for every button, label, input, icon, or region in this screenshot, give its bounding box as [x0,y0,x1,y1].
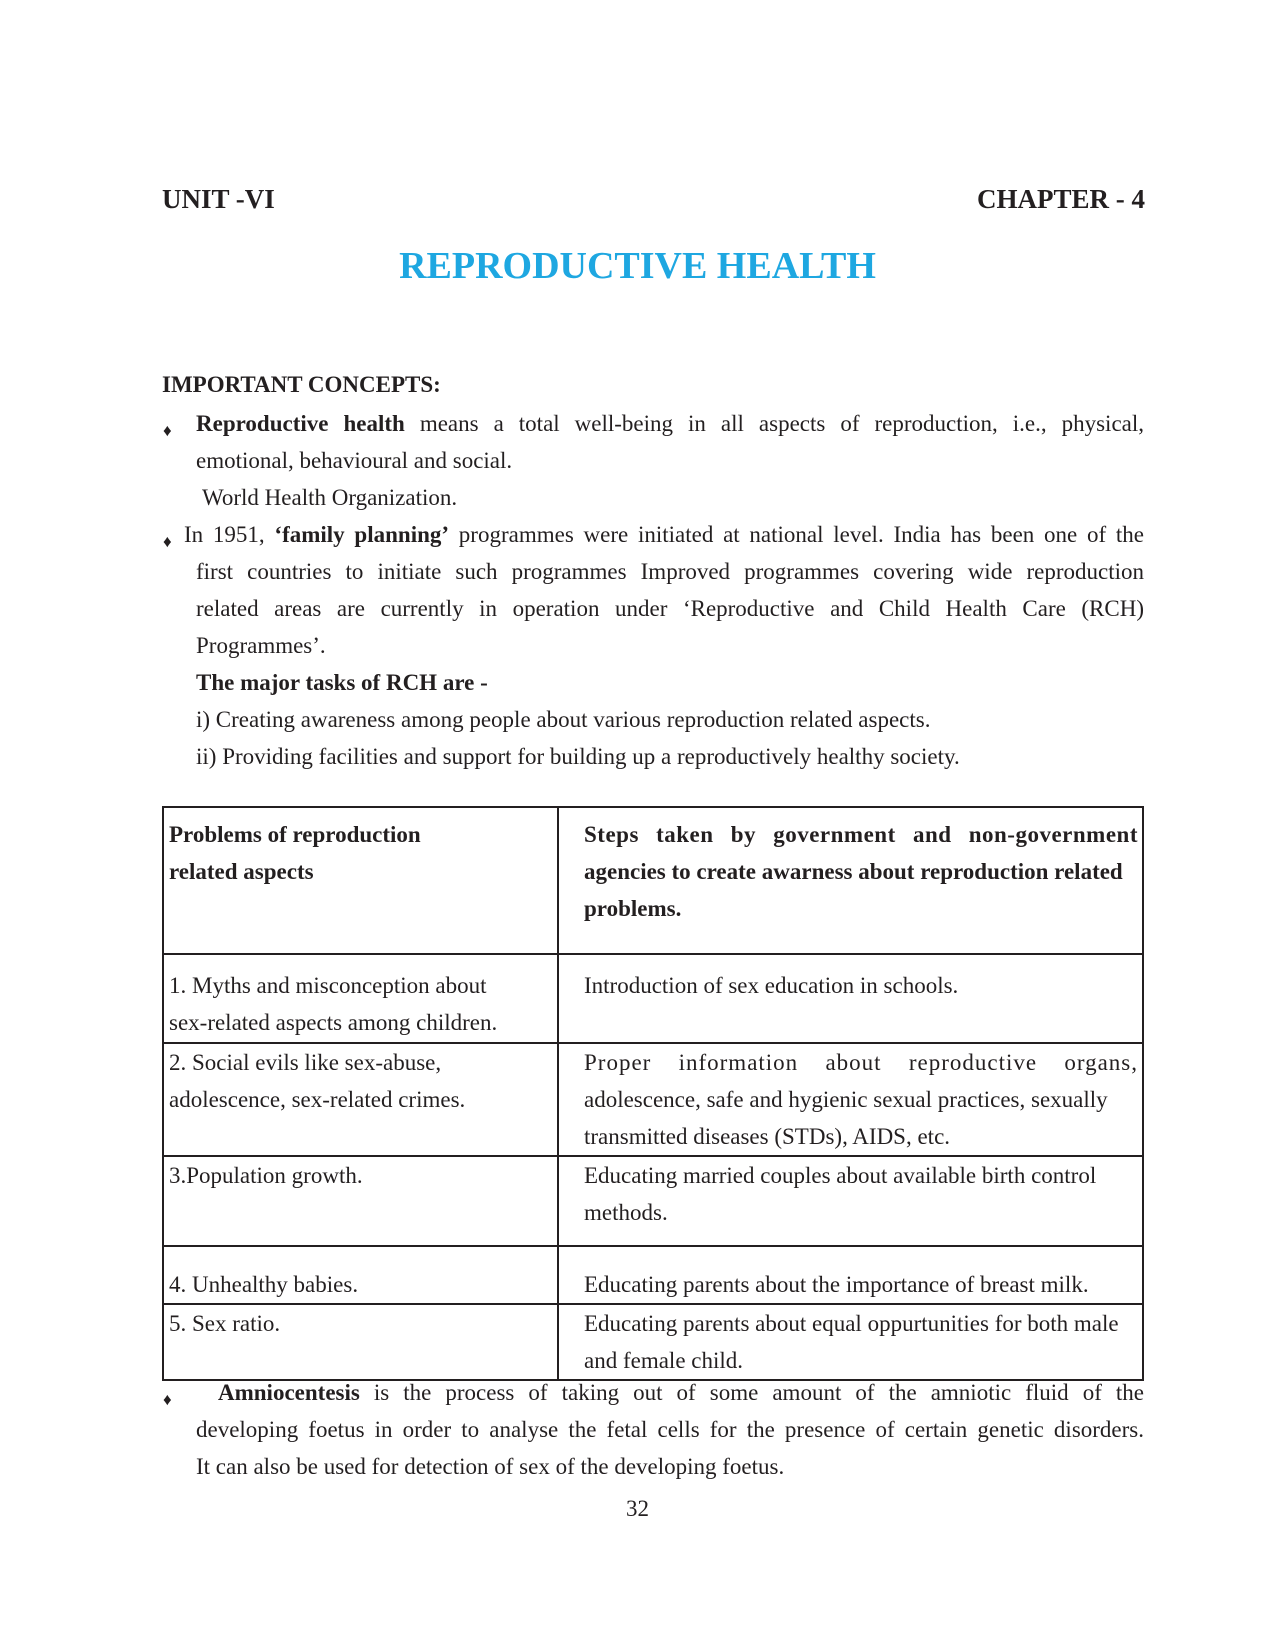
table-cell-step [558,1246,1143,1304]
table-cell-step [558,1304,1143,1380]
unit-label: UNIT -VI [162,184,275,214]
para1-line1 [196,405,1144,442]
table-cell-problem [163,1304,558,1380]
para1-line2: emotional, behavioural and social. [196,448,513,473]
table-cell-line: 1. Myths and misconception about [169,973,487,998]
table-header-cell-line: Problems of reproduction [169,822,421,847]
table-cell-line: Educating parents about the importance of breast milk. [584,1272,1089,1297]
bullet-diamond-icon: ♦ [163,421,172,440]
concepts-heading: IMPORTANT CONCEPTS: [162,372,441,397]
table-header-cell-line: problems. [584,896,682,921]
para2-line1 [184,516,1144,553]
table-cell-line: 3.Population growth. [169,1163,363,1188]
table-header-cell-line: Steps taken by government and non-government [584,822,1138,847]
bullet-diamond-icon: ♦ [163,532,172,551]
table-cell-line: Educating parents about equal oppurtunities for both male [584,1311,1119,1336]
bullet-diamond-icon: ♦ [163,1390,172,1409]
table-cell-line: adolescence, sex-related crimes. [169,1087,466,1112]
family-planning-term: ‘family planning’ [274,522,450,547]
para1-line1-text: means a total well-being in all aspects of reproduction, i.e., physical, [419,411,1145,436]
table-cell-line: Proper information about reproductive organs, [584,1050,1138,1075]
table-cell-line: transmitted diseases (STDs), AIDS, etc. [584,1124,951,1149]
table-cell-line: sex-related aspects among children. [169,1010,498,1035]
para2-prefix: In 1951, [184,522,265,547]
rch-task-1: i) Creating awareness among people about various reproduction related aspects. [196,707,931,732]
table-cell-line: and female child. [584,1348,744,1373]
amniocentesis-term: Amniocentesis [218,1380,360,1405]
para1-line3: World Health Organization. [202,485,458,510]
table-row [163,1043,1143,1156]
table-cell-line: Introduction of sex education in schools. [584,973,959,998]
table-cell-step [558,954,1143,1043]
table-row [163,1304,1143,1380]
para2-line2: first countries to initiate such programmes Improved programmes covering wide reproduction [196,559,1144,584]
table-header-row [163,807,1143,954]
table-cell-problem [163,1156,558,1246]
table-cell-line: 5. Sex ratio. [169,1311,281,1336]
table-cell-line: adolescence, safe and hygienic sexual practices, sexually [584,1087,1108,1112]
table-cell-line: Educating married couples about available birth control [584,1163,1097,1188]
page-number: 32 [626,1496,649,1521]
table-header-cell-line: agencies to create awarness about reproduction related [584,859,1123,884]
table-row [163,1156,1143,1246]
table-cell-problem [163,954,558,1043]
para2-line3: related areas are currently in operation under ‘Reproductive and Child Health Care (RCH) [196,596,1144,621]
table-cell-step [558,1156,1143,1246]
para2-line1-text: programmes were initiated at national level. India has been one of the [458,522,1144,547]
table-header-problems [163,807,558,954]
para3-line1-text: is the process of taking out of some amount of the amniotic fluid of the [373,1380,1144,1405]
table-header-cell-line: related aspects [169,859,314,884]
page-title: REPRODUCTIVE HEALTH [399,245,876,287]
reproductive-health-term: Reproductive health [196,411,405,436]
table-cell-problem [163,1246,558,1304]
para3-line3: It can also be used for detection of sex of the developing foetus. [196,1454,785,1479]
rch-task-2: ii) Providing facilities and support for building up a reproductively healthy society. [196,744,960,769]
table-header-steps [558,807,1143,954]
chapter-label: CHAPTER - 4 [977,184,1145,214]
para3-line2: developing foetus in order to analyse the fetal cells for the presence of certain genetic disorders. [196,1417,1144,1442]
table-cell-line: 2. Social evils like sex-abuse, [169,1050,442,1075]
rch-problems-table [162,806,1144,1381]
table-cell-line: methods. [584,1200,668,1225]
rch-tasks-heading: The major tasks of RCH are - [196,670,488,695]
table-cell-step [558,1043,1143,1156]
table-row [163,1246,1143,1304]
table-cell-problem [163,1043,558,1156]
table-row [163,954,1143,1043]
para2-line4: Programmes’. [196,633,326,658]
para3-line1 [218,1374,1144,1411]
table-cell-line: 4. Unhealthy babies. [169,1272,359,1297]
